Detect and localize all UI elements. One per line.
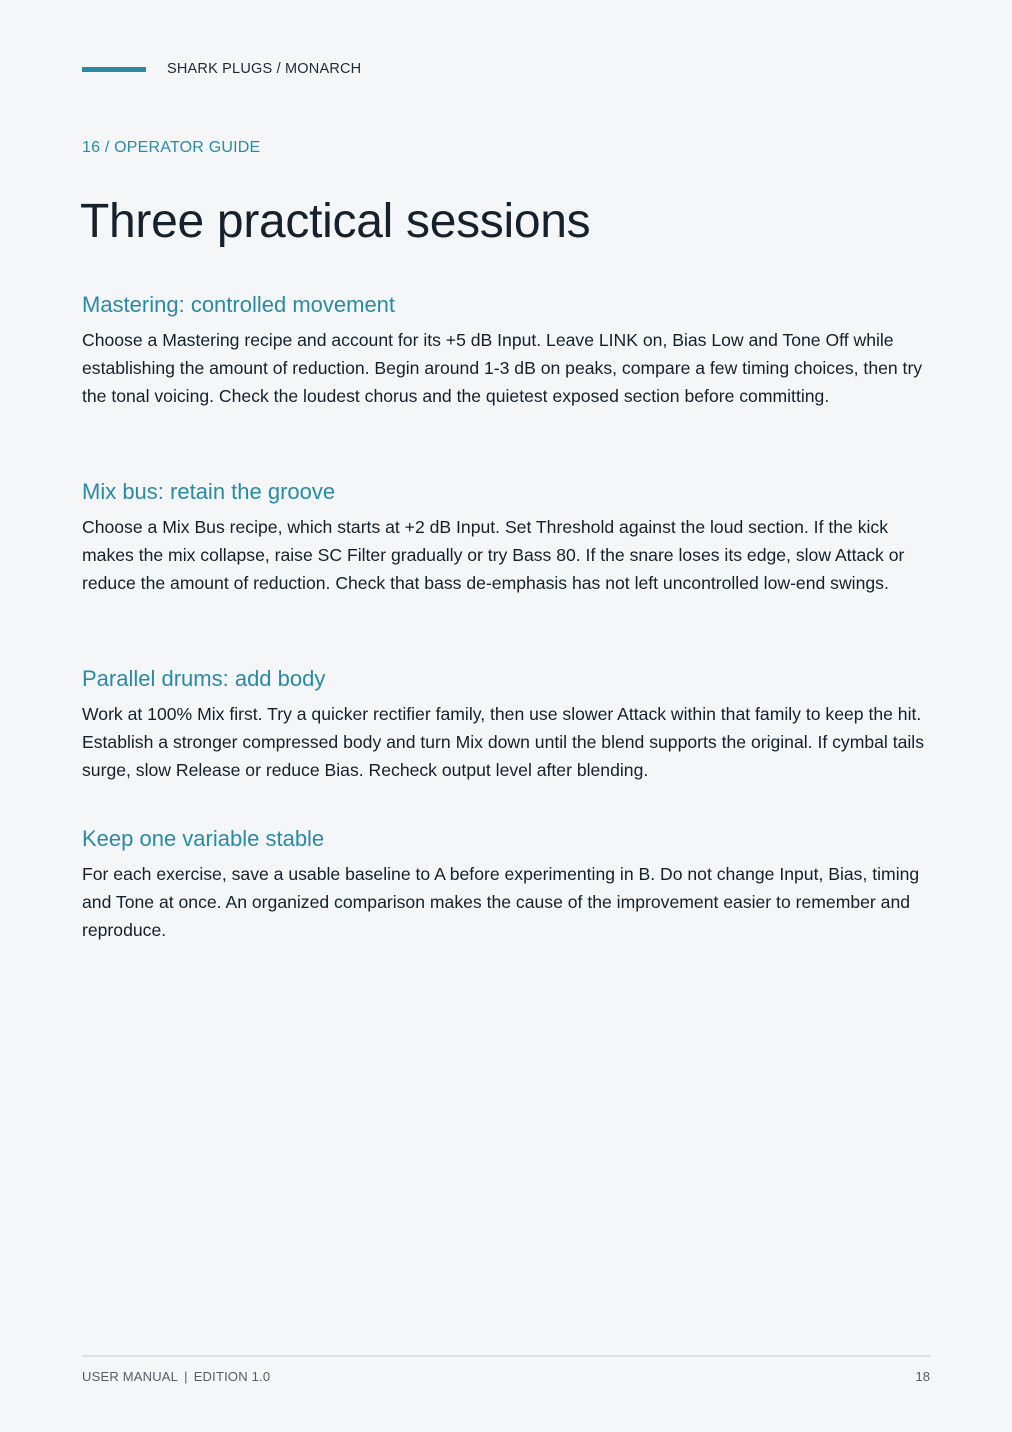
section-keep-variable-stable — [82, 824, 932, 944]
footer-divider — [82, 1355, 930, 1357]
section-mastering — [82, 290, 932, 410]
running-header — [82, 58, 361, 80]
section-heading: Mastering: controlled movement — [82, 292, 396, 317]
section-body: Choose a Mix Bus recipe, which starts at +2 dB Input. Set Threshold against the loud section. If the kick makes the mix collapse, raise SC Filter gradually or try Bass 80. If the snare loses its edge, slow Attack or reduce the amount of reduction. Check that bass de-emphasis has not left uncontrolled low-end swings. — [82, 517, 905, 593]
section-mix-bus — [82, 477, 932, 597]
running-header-title: SHARK PLUGS / MONARCH — [167, 61, 362, 77]
chapter-kicker: 16 / OPERATOR GUIDE — [82, 139, 261, 156]
section-body: For each exercise, save a usable baseline to A before experimenting in B. Do not change Input, Bias, timing and Tone at once. An organized comparison makes the cause of the improvement easier to remember and reproduce. — [82, 864, 920, 940]
footer-manual-label: USER MANUAL — [82, 1369, 179, 1384]
section-heading: Mix bus: retain the groove — [82, 479, 336, 504]
footer-separator: | — [184, 1369, 188, 1384]
page-title: Three practical sessions — [80, 195, 591, 248]
section-heading: Parallel drums: add body — [82, 666, 326, 691]
section-body: Work at 100% Mix first. Try a quicker rectifier family, then use slower Attack within that family to keep the hit. Establish a stronger compressed body and turn Mix down until the blend supports the original. If cymbal tails surge, slow Release or reduce Bias. Recheck output level after blending. — [82, 704, 925, 780]
section-parallel-drums — [82, 664, 932, 784]
footer-edition-label: EDITION 1.0 — [193, 1369, 271, 1384]
section-body: Choose a Mastering recipe and account for its +5 dB Input. Leave LINK on, Bias Low and Tone Off while establishing the amount of reduction. Begin around 1-3 dB on peaks, compare a few timing choices, then try the tonal voicing. Check the loudest chorus and the quietest exposed section before committing. — [82, 330, 923, 406]
footer-edition-info — [82, 1369, 270, 1384]
accent-bar — [82, 67, 146, 72]
page-number: 18 — [915, 1369, 930, 1384]
section-heading: Keep one variable stable — [82, 826, 325, 851]
